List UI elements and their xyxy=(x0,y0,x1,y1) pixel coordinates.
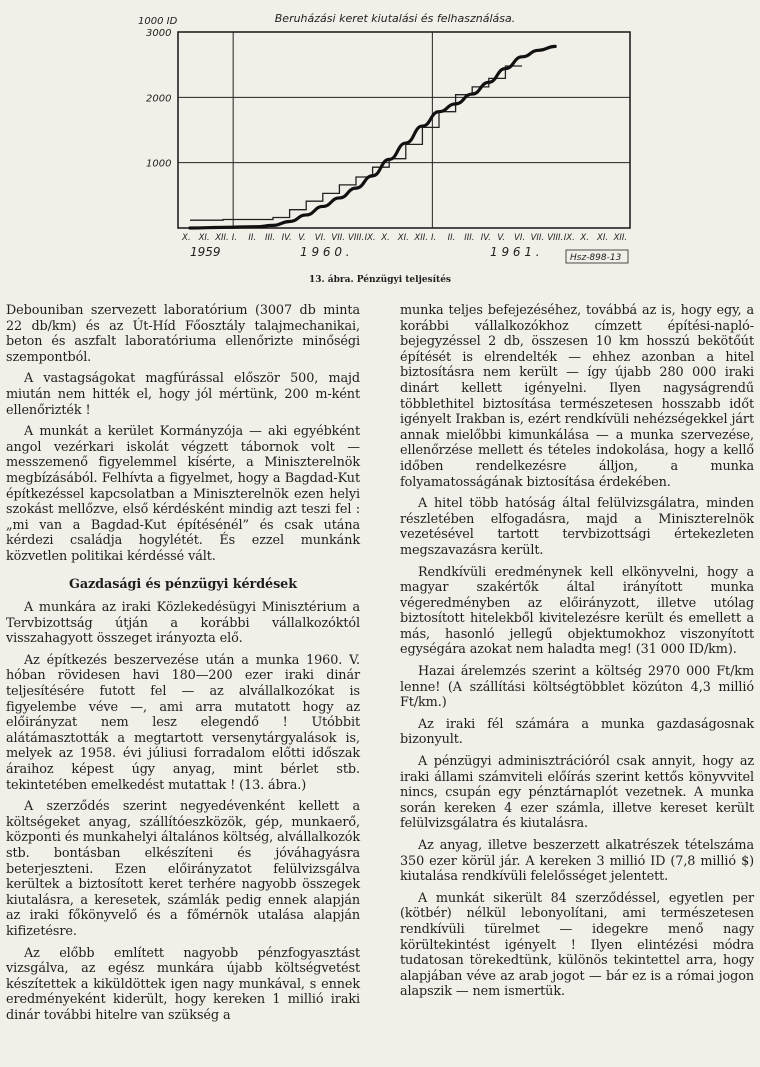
figure-caption: 13. ábra. Pénzügyi teljesítés xyxy=(308,275,451,285)
x-tick-label: V. xyxy=(497,233,505,243)
x-tick-label: X. xyxy=(381,233,390,243)
x-tick-label: XI. xyxy=(597,233,609,243)
x-tick-label: XII. xyxy=(215,233,229,243)
x-tick-label: V. xyxy=(298,233,306,243)
paragraph: A szerződés szerint negyedévenként kellett a költségeket anyag, szállítóeszközök, gép, munkaerő, központi és munkahelyi általános költség, alvállalkozók stb. bontásban elkészíteni és jóváhagyásra beterjeszteni. Ezen előirányzatot felülvizsgálva kerültek a biztosított keret terhére nagyobb összegek kiutalásra, a keresetek, számlák pedig ennek alapján az iraki főkönyvelő és a főmérnök utalása alapján kifizetésre. xyxy=(6,799,360,939)
x-tick-label: VIII. xyxy=(348,233,365,243)
x-tick-label: III. xyxy=(464,233,475,243)
paragraph: Rendkívüli eredménynek kell elkönyvelni, hogy a magyar szakértők által irányított munka végeredményben az előirányzott, illetve utólag biztosított hitelekből kivitelezésre került és emellett a más, hasonló jellegű objektumokhoz viszonyított egységára azokat nem haladta meg! (31 000 ID/km). xyxy=(400,564,754,658)
paragraph: Az előbb említett nagyobb pénzfogyasztást vizsgálva, az egész munkára újabb költségvetést készítettek a kiküldöttek igen nagy munkával, s ennek eredményeként kiderült, hogy kereken 1 millió iraki dinár további hitelre van szükség a xyxy=(6,945,360,1023)
x-tick-label: I. xyxy=(431,233,437,243)
x-tick-label: IX. xyxy=(364,233,376,243)
x-tick-label: I. xyxy=(231,233,238,243)
x-tick-label: VII. xyxy=(530,233,545,243)
x-tick-label: X. xyxy=(182,233,191,243)
chart-title: Beruházási keret kiutalási és felhasználása. xyxy=(274,12,516,25)
paragraph: Hazai árelemzés szerint a költség 2970 000 Ft/km lenne! (A szállítási költségtöbblet közúton 4,3 millió Ft/km.) xyxy=(400,664,754,711)
x-tick-label: VI. xyxy=(314,233,326,243)
paragraph: A vastagságokat magfúrással először 500, majd miután nem hitték el, hogy jól mértünk, 200 m-ként ellenőrizték ! xyxy=(6,371,360,418)
y-tick-label: 3000 xyxy=(146,28,172,39)
usage-curve-line xyxy=(190,46,555,228)
paragraph: Az iraki fél számára a munka gazdaságosnak bizonyult. xyxy=(400,716,754,748)
x-tick-label: II. xyxy=(248,233,257,243)
allocation-step-line xyxy=(190,66,522,220)
paragraph: Debouniban szervezett laboratórium (3007 db minta 22 db/km) és az Út-Híd Főosztály talajmechanikai, beton és aszfalt laboratóriuma ellenőrizte minőségi szempontból. xyxy=(6,303,360,365)
paragraph: A hitel több hatóság által felülvizsgálatra, minden részletében elfogadásra, majd a Miniszterelnök vezetésével tartott tervbizottsági értekezleten megszavazásra került. xyxy=(400,496,754,558)
right-column xyxy=(400,303,754,1006)
x-tick-label: III. xyxy=(265,233,276,243)
x-tick-label: II. xyxy=(447,233,456,243)
figure xyxy=(0,0,760,300)
section-heading: Gazdasági és pénzügyi kérdések xyxy=(68,576,297,592)
x-tick-label: IX. xyxy=(563,233,575,243)
x-tick-label: IV. xyxy=(480,233,491,243)
paragraph: munka teljes befejezéséhez, továbbá az is, hogy egy, a korábbi vállalkozókhoz címzett építési-napló-bejegyzéssel 2 db, összesen 10 km hosszú bekötőút építését is elrendelték — ehhez azonban a hitel biztosításra nem került — így újabb 280 000 iraki dinárt kellett igényelni. Ilyen nagyságrendű többlethitel biztosítása természetesen hosszabb időt igényelt Irakban is, ezért rendkívüli nehézségekkel járt annak mielőbbi kimunkálása — a munka szervezése, ellenőrzése mellett és tételes indokolása, hogy a kellő időben rendelkezésre álljon, a munka folyamatosságának biztosítása érdekében. xyxy=(400,303,754,490)
x-tick-label: XI. xyxy=(397,233,409,243)
y-tick-label: 2000 xyxy=(146,93,172,105)
left-column xyxy=(6,303,360,1030)
paragraph: Az anyag, illetve beszerzett alkatrészek tételszáma 350 ezer körül jár. A kereken 3 millió ID (7,8 millió $) kiutalása rendkívüli felelősséget jelentett. xyxy=(400,838,754,885)
year-label: 1 9 6 0 . xyxy=(300,245,350,259)
y-tick-label: 1000 xyxy=(146,158,172,170)
x-tick-label: VII. xyxy=(331,233,345,243)
chart xyxy=(0,0,760,275)
paragraph: A munkára az iraki Közlekedésügyi Minisztérium a Tervbizottság útján a korábbi vállalkozóktól visszahagyott összeget irányozta elő. xyxy=(6,600,360,647)
x-tick-label: XI. xyxy=(198,233,210,243)
year-label: 1 9 6 1 . xyxy=(490,245,540,259)
paragraph: A pénzügyi adminisztrációról csak annyit, hogy az iraki állami számviteli előírás szerint kettős könyvvitel nincs, csupán egy pénztárnaplót vezetnek. A munka során kereken 4 ezer számla, illetve kereset került felülvizsgálatra és kiutalásra. xyxy=(400,754,754,832)
paragraph: Az építkezés beszervezése után a munka 1960. V. hóban rövidesen havi 180—200 ezer iraki dinár teljesítésére futott fel — az alvállalkozókat is figyelembe véve —, ami arra mutatott hogy az előirányzat nem lesz elegendő ! Utóbbit alátámasztották a megtartott versenytárgyalások is, melyek az 1958. évi júliusi forradalom előtti időszak áraihoz képest úgy anyag, mint bérlet stb. tekintetében emelkedést mutattak ! (13. ábra.) xyxy=(6,652,360,793)
paragraph: A munkát sikerült 84 szerződéssel, egyetlen per (kötbér) nélkül lebonyolítani, ami természetesen rendkívüli türelmet — idegekre menő nagy körültekintést igényelt ! Ilyen elintézési módra tudatosan törekedtünk, különös tekintettel arra, hogy alapjában véve az arab jogot — bár ez is a római jogon alapszik — nem ismertük. xyxy=(400,890,754,1000)
x-tick-label: XII. xyxy=(613,233,628,243)
y-axis-label: 1000 ID xyxy=(138,16,178,27)
x-tick-label: X. xyxy=(580,233,589,243)
x-tick-label: XII. xyxy=(414,233,428,243)
x-tick-label: VI. xyxy=(514,233,526,243)
x-tick-label: VIII. xyxy=(547,233,564,243)
figure-stamp: Hsz-898-13 xyxy=(570,253,622,263)
paragraph: A munkát a kerület Kormányzója — aki egyébként angol vezérkari iskolát végzett tábornok volt — messzemenő figyelemmel kísérte, a Miniszterelnök megbízásából. Felhívta a figyelmet, hogy a Bagdad-Kut építkezéssel kapcsolatban a Miniszterelnök ezen helyi szokást mellőzve, első kérdésként mindig azt teszi fel : „mi van a Bagdad-Kut építésénél” és csak utána kérdezi családja hogylétét. És ezzel munkánk közvetlen politikai kérdéssé vált. xyxy=(6,424,360,564)
year-label: 1959 xyxy=(190,245,221,259)
plot-frame xyxy=(178,32,630,228)
x-tick-label: IV. xyxy=(281,233,292,243)
